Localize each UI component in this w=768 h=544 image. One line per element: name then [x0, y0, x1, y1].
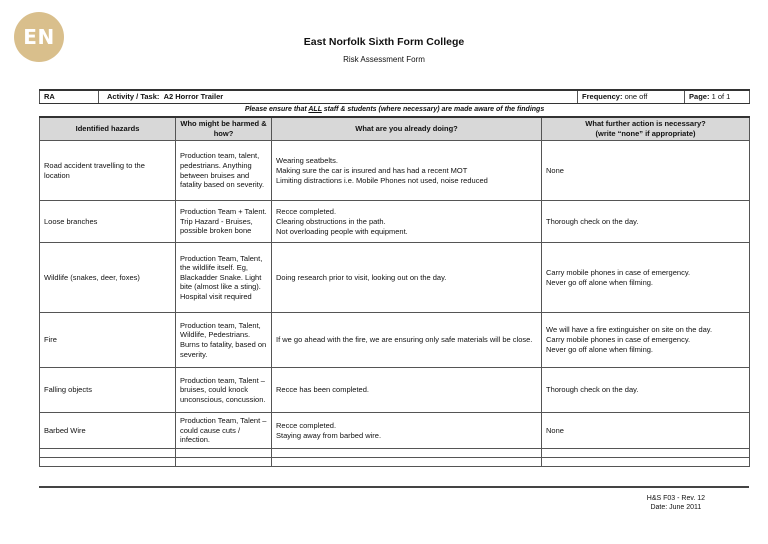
blank-row — [40, 458, 750, 467]
college-name: East Norfolk Sixth Form College — [303, 36, 465, 48]
doing-cell: If we go ahead with the fire, we are ensuring only safe materials will be close. — [272, 313, 542, 368]
who-cell: Production team, Talent – bruises, could knock unconscious, concussion. — [176, 368, 272, 413]
notice-row — [40, 104, 750, 118]
college-logo: EN — [14, 12, 64, 62]
col-doing: What are you already doing? — [272, 117, 542, 141]
further-cell: None — [542, 413, 750, 449]
hazard-cell: Road accident travelling to the location — [40, 141, 176, 201]
col-further: What further action is necessary? (write “none” if appropriate) — [542, 117, 750, 141]
table-row — [40, 368, 750, 413]
hazard-cell: Loose branches — [40, 201, 176, 243]
doing-cell: Recce completed. Staying away from barbed wire. — [272, 413, 542, 449]
hazard-cell: Falling objects — [40, 368, 176, 413]
frequency-value: one off — [624, 92, 648, 101]
activity-value: A2 Horror Trailer — [163, 92, 224, 101]
doing-cell: Recce completed. Clearing obstructions in the path. Not overloading people with equipment. — [272, 201, 542, 243]
doing-cell: Doing research prior to visit, looking out on the day. — [272, 243, 542, 313]
form-title: Risk Assessment Form — [343, 55, 425, 64]
frequency-cell: Frequency: one off — [578, 91, 685, 103]
col-who: Who might be harmed & how? — [176, 117, 272, 141]
hazard-cell: Wildlife (snakes, deer, foxes) — [40, 243, 176, 313]
further-cell: Thorough check on the day. — [542, 201, 750, 243]
table-row — [40, 413, 750, 449]
table-row — [40, 201, 750, 243]
column-header-row — [40, 117, 750, 141]
table-row — [40, 243, 750, 313]
doing-cell: Wearing seatbelts. Making sure the car is insured and has had a recent MOT Limiting distractions i.e. Mobile Phones not used, noise reduced — [272, 141, 542, 201]
bottom-rule — [39, 486, 749, 488]
document-footer — [647, 494, 705, 512]
ra-label: RA — [40, 91, 99, 103]
page-value: 1 of 1 — [711, 92, 731, 101]
risk-assessment-table — [39, 89, 750, 467]
col-hazards: Identified hazards — [40, 117, 176, 141]
hazard-cell: Fire — [40, 313, 176, 368]
form-date: Date: June 2011 — [650, 504, 702, 511]
further-cell: None — [542, 141, 750, 201]
notice-text: Please ensure that ALL staff & students (where necessary) are made aware of the findings — [244, 106, 545, 113]
table-row — [40, 141, 750, 201]
blank-row — [40, 449, 750, 458]
further-cell: We will have a fire extinguisher on site on the day. Carry mobile phones in case of emergency. Never go off alone when filming. — [542, 313, 750, 368]
who-cell: Production Team + Talent. Trip Hazard - Bruises, possible broken bone — [176, 201, 272, 243]
form-revision: H&S F03 - Rev. 12 — [646, 495, 705, 502]
who-cell: Production team, talent, pedestrians. Anything between bruises and fatality based on severity. — [176, 141, 272, 201]
hazard-cell: Barbed Wire — [40, 413, 176, 449]
meta-row — [40, 90, 750, 104]
table-row — [40, 313, 750, 368]
page-cell: Page: 1 of 1 — [689, 92, 731, 101]
who-cell: Production Team, Talent, the wildlife itself. Eg, Blackadder Snake. Light bite (almost like a sting). Hospital visit required — [176, 243, 272, 313]
activity-cell: Activity / Task: A2 Horror Trailer — [99, 91, 578, 103]
further-cell: Thorough check on the day. — [542, 368, 750, 413]
doing-cell: Recce has been completed. — [272, 368, 542, 413]
who-cell: Production Team, Talent – could cause cuts / infection. — [176, 413, 272, 449]
further-cell: Carry mobile phones in case of emergency. Never go off alone when filming. — [542, 243, 750, 313]
who-cell: Production team, Talent, Wildlife, Pedestrians. Burns to fatality, based on severity. — [176, 313, 272, 368]
